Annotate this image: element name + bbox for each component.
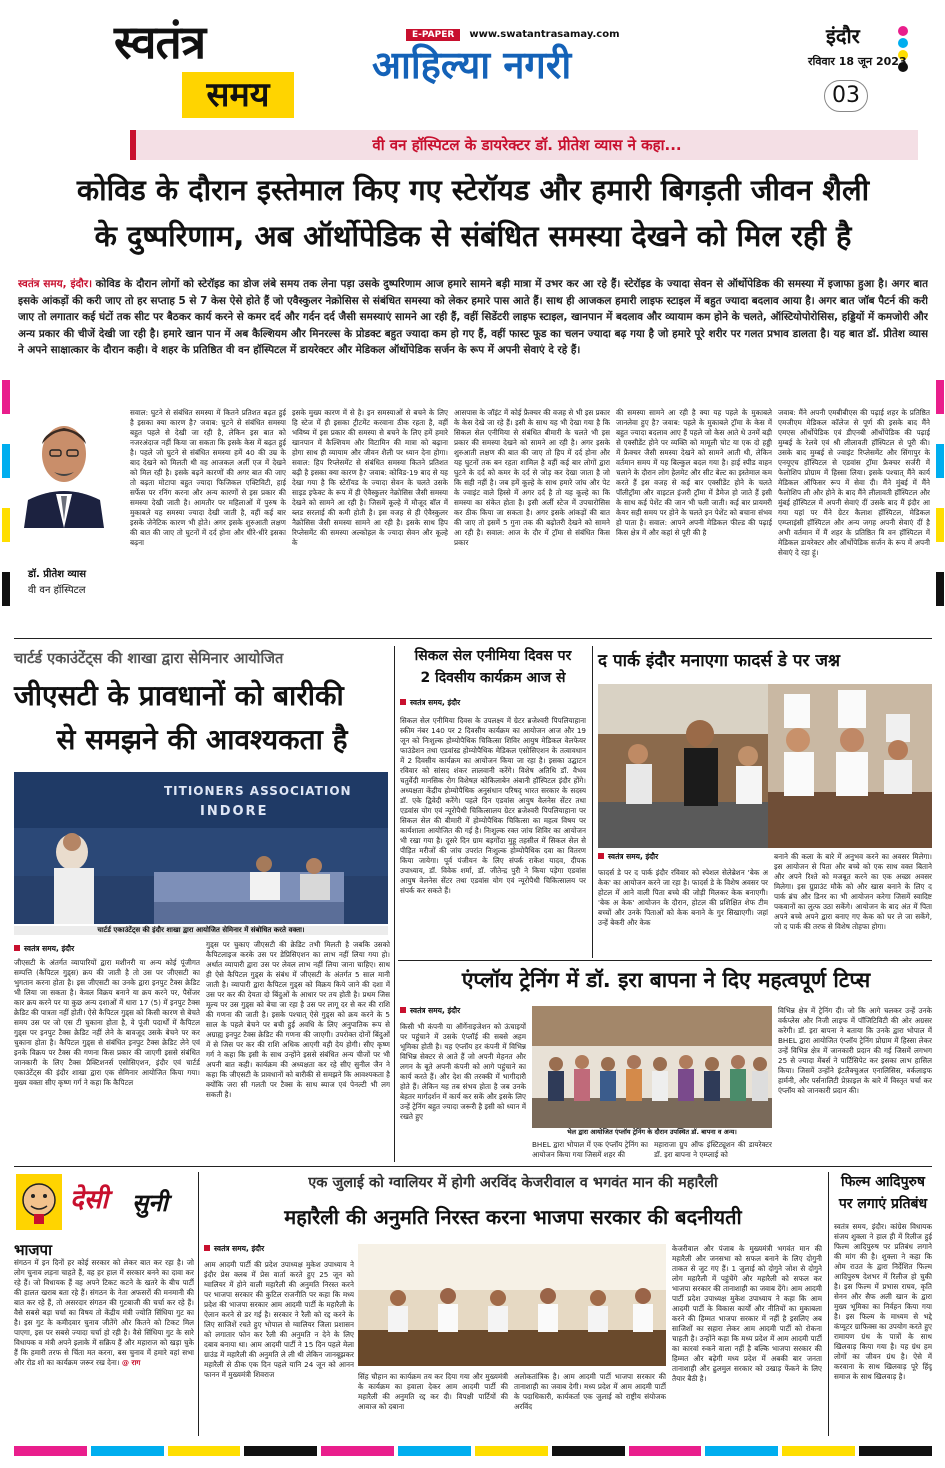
divider-middle-bottom [14, 1166, 932, 1167]
reg-dot-magenta [898, 26, 908, 36]
lead-dateline: स्वतंत्र समय, इंदौर। [18, 278, 93, 290]
desi-suni-box [14, 1172, 194, 1234]
gst-banner-text-1: TITIONERS ASSOCIATION [164, 784, 352, 798]
doctor-caption-1: डॉ. प्रीतेश व्यास [28, 569, 87, 580]
aap-column-2: सिंह चौहान का कार्यक्रम तय कर दिया गया और मुख्यमंत्री के कार्यक्रम का हवाला देकर आम आदमी पार्टी की महारैली की अनुमति रद्द कर दी। विपक्षी पार्टियों की आवाज को दबाना [358, 1372, 508, 1411]
aap-column-3: अलोकतांत्रिक है। आम आदमी पार्टी भाजपा सरकार की तानाशाही का जवाब देगी। मध्य प्रदेश में आम आदमी पार्टी के पदाधिकारी, कार्यकर्ता एक जुलाई को राष्ट्रीय संयोजक अरविंद [514, 1372, 666, 1411]
edition-title: आहिल्या नगरी [372, 43, 572, 87]
divider-fathers-bottom [398, 960, 932, 961]
gst-kicker: चार्टर्ड एकाउंटेंट्स की शाखा द्वारा सेमिनार आयोजित [14, 651, 284, 667]
fathers-body-left: फादर्स डे पर द पार्क इंदौर रविवार को स्पेशल सेलेब्रेशन 'बेक अ केक' का आयोजन करने जा रहा है। फादर्स डे के विशेष अवसर पर होटल में आने वाली पिता बच्चे की जोड़ी मिलकर केक बनाएगी। 'बेक अ केक' आयोजन के दौरान, होटल की प्रशिक्षित शेफ टीम बच्चों और उनके पिताओं को केक बनाने के गुर सिखाएगी। जहां उन्हें बेकरी और केक [598, 868, 768, 927]
lead-headline-1: कोविड के दौरान इस्तेमाल किए गए स्टेरॉयड और हमारी बिगड़ती जीवन शैली [76, 173, 870, 207]
bottom-color-strip [14, 1446, 932, 1456]
gst-photo-caption: चार्टर्ड एकाउंटेंट्स की इंदौर शाखा द्वारा आयोजित सेमिनार में संबोधित करते वक्ता। [14, 926, 388, 935]
divider-aap-right [828, 1172, 829, 1436]
gst-column-2: गुड्स पर चुकाए जीएसटी की क्रेडिट तभी मिलती है जबकि उसको कैपिटलाइज करके उस पर डेप्रिसिएशन का लाभ नहीं लिया गया हो। अर्थात व्यापारी द्वारा उस पर लेवल लाभ नहीं लिया जाना चाहिए। साथ ही ऐसे कैपिटल गुड्स के संबंध में जीएसटी के अंतर्गत 5 साल मानी जाती है। व्यापारी द्वारा कैपिटल गुड्स को विक्रय किये जाने की दशा में उस पर कर की देयता दो बिंदुओं के आधार पर तय होती है। प्रथम जिस मूल्य पर उस गुड्स को बेचा जा रहा है उस पर लागू दर से कर की राशि की गणना की जाती है। इसके पश्चात् ऐसे गुड्स को क्रय करने के 5 साल के पहले बेचने पर बची हुई अवधि के लिए अनुपातिक रूप से अग्राह्य इनपुट टैक्स क्रेडिट की गणना की जाएगी। उपरोक्त दोनों बिंदुओं में से जिस पर कर की राशि अधिक आएगी वही देय होगी। सीए कृष्ण गर्ग ने कहा कि इसी के साथ उन्होंने इससे संबंधित अन्य चीजों पर भी अपनी बात कही। कार्यक्रम की अध्यक्षता कर रहे सीए सुनील जैन ने कहा कि जीएसटी के प्रावधानों को बारीकी से समझने कि आवश्यकता है क्योंकि जरा सी गलती पर टैक्स के साथ ब्याज एवं पेनल्टी भी लग सकती है। [206, 940, 390, 1099]
aap-headline: महारैली की अनुमति निरस्त करना भाजपा सरकार की बदनीयती [284, 1205, 742, 1229]
lead-kicker: वी वन हॉस्पिटल के डायरेक्टर डॉ. प्रीतेश व्यास ने कहा... [372, 136, 682, 154]
divider-lead-bottom [14, 638, 932, 639]
logo-bottom-box [182, 72, 294, 118]
fathers-headline: द पार्क इंदौर मनाएगा फादर्स डे पर जश्न [598, 651, 841, 671]
right-color-strip [936, 380, 944, 1280]
employ-body-bottom-2: महाराजा ग्रुप ऑफ इंस्टिट्यूशन की डायरेक्टर डॉ. इरा बापना ने एम्प्लाई को [654, 1140, 772, 1159]
lead-intro-text: कोविड के दौरान लोगों को स्टेरॉइड का डोज लंबे समय तक लेना पड़ा उसके दुष्परिणाम आज हमारे सामने बड़ी मात्रा में उभर कर आ रहे हैं। स्टेरॉइड के ज्यादा सेवन से ऑर्थोपेडिक की समस्या में इजाफा हुआ है। अगर बात इसके आंकड़ों की करी जाए तो हर सप्ताह 5 से 7 केस ऐसे होते हैं जो एवैस्कुलर नेक्रोसिस से संबंधित समस्या को लेकर हमारे पास आते हैं। साथ ही आजकल हमारी लाइफ स्टाइल में बहुत ज्यादा बदलाव आया है। अगर बात जॉब पैटर्न की करी जाए तो लगातार कई घंटों तक सीट पर बैठकर कार्य करने से कमर दर्द और गर्दन दर्द जैसी समस्याएं सामने आ रही हैं, वहीं सिडेंटरी लाइफ स्टाइल, खानपान में बदलाव और व्यायाम कम होने के चलते, ऑस्टियोपोरोसिस, हड्डियों में कमजोरी और अन्य प्रकार की चीजें देखी जा रही है। हमारे खान पान में अब कैल्शियम और मिनरल्स के प्रोडक्ट बहुत ज्यादा कम हो गए हैं, वहीं फास्ट फूड का चलन ज्यादा बढ़ गया है जो हमारे पूरे शरीर पर गलत प्रभाव डालता है। यह बात डॉ. प्रीतेश व्यास ने अपने साक्षात्कार के दौरान कही। वे शहर के प्रतिष्ठित वी वन हॉस्पिटल में डायरेक्टर और मेडिकल ऑर्थोपेडिक सर्जन के रूप में अपनी सेवाएं दे रहे हैं। [18, 278, 928, 356]
adipurush-body: स्वतंत्र समय, इंदौर। कांग्रेस विधायक संजय शुक्ला ने हाल ही में रिलीज हुई फिल्म आदिपुरुष पर प्रतिबंध लगाने की मांग की है। शुक्ला ने कहा कि ओम राउत के द्वारा निर्देशित फिल्म आदिपुरुष देशभर में रिलीज हो चुकी है। इस फिल्म में प्रभास राघव, कृति सेनन और सैफ अली खान के द्वारा मुख्य भूमिका का निर्वहन किया गया है। इस फिल्म के माध्यम से भद्दे कंप्यूटर ग्राफिक्स का उपयोग करते हुए रामायण ग्रंथ के पात्रों के साथ खिलवाड़ किया गया है। यह ग्रंथ हम लोगों का जीवन ग्रंथ है। ऐसे में करवाना के साथ खिलवाड़ पूरे हिंदू समाज के साथ खिलवाड़ है। [834, 1222, 932, 1381]
sickle-headline-2: 2 दिवसीय कार्यक्रम आज से [420, 670, 566, 686]
employ-body-left: किसी भी कंपनी या ऑर्गेनाइजेशन को ऊंचाइयों पर पहुंचाने में उसके एंप्लॉई की सबसे अहम भूमिका होती है। यह एंप्लॉय हर कंपनी में विभिन्न विभिन्न सेक्टर से आते हैं जो अपनी मेहनत और लगन के बूते अपनी कंपनी को आगे पहुंचाने का कार्य करते हैं। और देश की तरक्की में भागीदारी होते हैं। लेकिन यह तब संभव होता है जब उनके बेहतर मार्गदर्शन में कार्य कर सकें और इसके लिए उन्हें ट्रेनिंग बहुत ज्यादा जरूरी है इसी को ध्यान में रखते हुए [400, 1022, 526, 1121]
lead-kicker-bar [130, 130, 918, 160]
divider-sickle-right [592, 646, 593, 958]
desi-title-1: देसी [70, 1185, 109, 1215]
epaper-label: E-PAPER [406, 29, 460, 41]
adipurush-headline-2: पर लगाएं प्रतिबंध [838, 1196, 928, 1212]
desi-title-2: सुनी [132, 1189, 168, 1217]
desi-body: संगठन में इन दिनों हर कोई सरकार को लेकर बात कर रहा है। जो लोग चुनाव लड़ना चाहते हैं, वह हर हाल में सरकार बनने का दावा कर रहे हैं। जो विधायक हैं वह अपने टिकट कटने के खतरे के बीच पार्टी की हालत खराब बता रहे हैं। संगठन के नेता अफसरों की मनमानी की बात कर रहे हैं, तो असरदार संगठन की गुटबाजी की चर्चा कर रहे हैं। वैसे सबसे बड़ा चर्चा का विषय तो केंद्रीय मंत्री ज्योति सिंधिया गुट का है। इस गुट के कमीदवार चुनाव जीतेंगे और कितने को टिकट मिल पाएगा, इस पर सबसे ज्यादा चर्चा हो रही है। वैसे सिंधिया गुट के सारे विधायक व मंत्री अपने इलाके में सक्रिय हैं और महाराज को खड़ा चुके हैं कि हमारी तरफ से चिंता मत करना, बस चुनाव में हमारे वहां सभा और रोड शो का कार्यक्रम जरूर रख देना। @ राग [14, 1258, 194, 1367]
aap-column-4: केजरीवाल और पंजाब के मुख्यमंत्री भगवंत मान की महारैली और जनसभा को सफल बनाने के लिए दोगुनी ताकत से जुट गए हैं। 1 जुलाई को दोगुने जोश से दोगुने लोग महारैली में पहुंचेंगे और महारैली को सफल कर भाजपा सरकार की तानाशाही का जवाब देंगे। आम आदमी पार्टी प्रदेश उपाध्यक्ष मुकेश उपाध्याय ने कहा कि आम आदमी पार्टी के विकास कार्यों और नीतियों का मुकाबला करने की हिम्मत भाजपा सरकार में नहीं है इसलिए अब साजिशों का सहारा लेकर आम आदमी पार्टी को रोकना चाहती है। उन्होंने कहा कि मध्य प्रदेश में आम आदमी पार्टी का कारवां रुकने वाला नहीं है बल्कि भाजपा सरकार की हिम्मत और बढ़ेगी मध्य प्रदेश में अबकी बार जनता तानाशाही और ढुलमुल सरकार को उखाड़ फेंकने के लिए तैयार बैठी है। [672, 1244, 822, 1383]
lead-intro [18, 276, 928, 388]
employ-body-right: विभिन्न क्षेत्र में ट्रेनिंग दी। जो कि आगे चलकर उन्हें उनके वर्कप्लेस और निजी लाइफ में पॉजिटिविटी की ओर अग्रसर करेगी। डॉ. इरा बापना ने बताया कि उनके द्वारा भोपाल में BHEL द्वारा आयोजित एंप्लॉय ट्रेनिंग प्रोग्राम में हिस्सा लेकर उन्हें विभिन्न क्षेत्र में जानकारी प्रदान की गई जिसमें लगभग 25 से ज्यादा मेंबर्स ने पार्टिसिपेट कर इसका लाभ हासिल किया। जिसमें उन्होंने इंटलैक्चुअल एनालिसिस, वर्कलाइफ हार्मनी, और पर्सनालिटी प्रेफ़ाइल के बारे में विस्तृत चर्चा कर एंप्लॉय को जानकारी प्रदान की। [778, 1006, 932, 1095]
gst-byline: स्वतंत्र समय, इंदौर [14, 944, 204, 954]
gst-seminar-photo [14, 772, 388, 924]
masthead [0, 0, 945, 122]
website-label: www.swatantrasamay.com [469, 29, 620, 40]
city-label: इंदौर [826, 24, 860, 48]
logo-bottom-text: समय [206, 75, 270, 115]
reg-dot-cyan [898, 38, 908, 48]
lead-column-5: जवाब: मैंने अपनी एमबीबीएस की पढ़ाई शहर के प्रतिष्ठित एमजीएम मेडिकल कॉलेज से पूर्ण की इसके बाद मैंने एमएस ऑर्थोपेडिक एवं डीएनबी ऑर्थोपेडिक की पढ़ाई मुम्बई के रेलवे एवं श्री लीलावती हॉस्पिटल से पूरी की। उसके बाद मुम्बई से ज्वाइंट रिप्लेसमेंट और सिंगापुर के एनयूएच हॉस्पिटल से एडवांस ट्रॉमा फ्रैक्चर सर्जरी में फेलोशिप प्रोग्राम में हिस्सा लिया। इसके पश्चात् मैंने कार्य मेडिकल ऑफिसर रूप में सेवा दी। मैंने मुंबई में मैंने फैलोशिप ली और होने के बाद मैंने लीलावती हॉस्पिटल और मुंबई हॉस्पिटल में अपनी सेवाएं दीं उसके बाद मैं इंदौर आ गया यहां पर मैंने ग्रेटर कैलाश हॉस्पिटल, मेडिकल एम्प्लाइंसी हॉस्पिटल और अन्य जगह अपनी सेवाएं दीं है अभी वर्तमान में मैं शहर के प्रतिष्ठित वि वन हॉस्पिटल में मेडिकल डायरेक्टर और ऑर्थोपेडिक सर्जन के रूप में अपनी सेवाएं दे रहा हूं। [778, 408, 930, 557]
fathers-photo [598, 684, 768, 848]
employ-headline: एंप्लॉय ट्रेनिंग में डॉ. इरा बापना ने दिए महत्वपूर्ण टिप्स [461, 968, 871, 992]
employ-body-bottom-1: BHEL द्वारा भोपाल में एक एंप्लॉय ट्रेनिंग का आयोजन किया गया जिसमें शहर की [532, 1140, 648, 1159]
doctor-photo [14, 398, 114, 528]
employ-byline: स्वतंत्र समय, इंदौर [400, 1006, 524, 1016]
lead-column-1: सवाल: घुटने से संबंधित समस्या में कितने प्रतिशत बढ़त हुई है इसका क्या कारण है? जवाब: घुटने से संबंधित समस्या बहुत पहले से देखी जा रही है, लेकिन इस बात को नजरअंदाज नहीं किया जा सकता कि इसके केस में बढ़त हुई है। पहले जो घुटने से संबंधित समस्या हमें 40 की उम्र के बाद देखने को मिलती थी वह आजकल अर्ली एज में देखने को मिल रही है। इसके बढ़ने कारणों की अगर बात की जाए तो बढ़ता मोटापा बहुत ज्यादा फिजिकल एक्टिविटी, हाई सर्फेस पर रनिंग करना और अन्य कारणों से इस प्रकार की समस्या देखी जाती है। आमतौर पर महिलाओं में पुरुष के मुकाबले यह समस्या ज्यादा देखी जाती है, वहीं कई बार इसके जेनेटिक कारण भी होते। अगर इसके शुरुआती लक्षण की बात की जाए तो घुटनों में दर्द होना और धीरे-धीरे इसका बढ़ना [130, 408, 286, 547]
sickle-byline: स्वतंत्र समय, इंदौर [400, 698, 586, 708]
gst-headline-1: जीएसटी के प्रावधानों को बारीकी [14, 679, 344, 712]
lead-column-4: की समस्या सामने आ रही है क्या यह पहले के मुकाबले जानलेवा हुए है? जवाब: पहले के मुकाबले ट्रॉमा के केस में बहुत ज्यादा बदलाव आए हैं पहले जो केस आते थे उनमें बड़ी से एक्सीडेंट होने पर व्यक्ति को मामूली चोट या एक दो हड्डी में फ्रैक्चर जैसी समस्या देखने को सामने आती थी, लेकिन वर्तमान समय में यह बिल्कुल बदल गया है। हाई स्पीड वाहन चलाने के दौरान लोग हेलमेट और सीट बेल्ट का इस्तेमाल कम करते हैं इस वजह से कई बार एक्सीडेंट होने के चलते पॉलीट्रॉमा और वाइटल इंजरी ट्रॉमा में डैमेज हो जाते हैं इसी के साथ कई पेशेंट की जान भी चली जाती। कई बार प्रायमरी केयर सही समय पर होने के चलते इन पेशेंट को बचाना संभव हो पाता है। सवाल: आपने अपनी मेडिकल फील्ड की पढ़ाई किस क्षेत्र में और कहां से पूरी की है [616, 408, 772, 537]
cartoon-face-icon [16, 1174, 62, 1230]
divider-gst-right [394, 646, 395, 1162]
employ-group-photo [532, 1006, 772, 1128]
aap-column-1: आम आदमी पार्टी की प्रदेश उपाध्यक्ष मुकेश उपाध्याय ने इंदौर प्रेस क्लब में प्रेस वार्ता करते हुए 25 जून को ग्वालियर में होने वाली महारैली की अनुमति निरस्त करने पर भाजपा सरकार की कुटिल राजनीति पर कहा कि मध्य प्रदेश की भाजपा सरकार आम आदमी पार्टी के महारैली के ऐलान करने से डर गई है। सरकार ने रैली को रद्द करने के लिए साजिशें रचते हुए भोपाल से ग्वालियर जिला प्रशासन को लगातार फोन कर रैली की अनुमति न देने के लिए दबाव बनाया था। आम आदमी पार्टी ने 15 दिन पहले मेला ग्राउंड में महारैली की अनुमति ले ली थी लेकिन जानबूझकर महारैली से ठीक एक दिन पहले यानि 24 जून को आनन फानन में मुख्यमंत्री शिवराज [204, 1260, 354, 1379]
date-label: रविवार 18 जून 2023 [808, 55, 907, 68]
logo-top-text: स्वतंत्र [114, 15, 206, 69]
doctor-caption-2: वी वन हॉस्पिटल [28, 585, 86, 596]
adipurush-headline-1: फिल्म आदिपुरुष [840, 1174, 926, 1190]
epaper-strip [406, 22, 620, 40]
fathers-chef-photo [768, 684, 932, 848]
gst-banner-text-2: INDORE [200, 804, 269, 819]
aap-press-photo [358, 1244, 666, 1366]
sickle-headline-1: सिकल सेल एनीमिया दिवस पर [414, 648, 572, 664]
desi-subhead: भाजपा [14, 1241, 52, 1259]
gst-column-1: जीएसटी के अंतर्गत व्यापारियों द्वारा मशीनरी या अन्य कोई पूंजीगत सम्पत्ति (कैपिटल गुड्स) क्रय की जाती है तो उस पर जीएसटी का भुगतान करना होता है। इस जीएसटी का उनके द्वारा इनपुट टैक्स क्रेडिट भी लिया जा सकता है। केवल विक्रय बनाने या क्रय करने पर, पैसेंजर कार क्रय करने पर या कुछ अन्य दशाओं में धारा 17 (5) में इनपुट टैक्स क्रेडिट की पात्रता नहीं होती। ऐसे कैपिटल गुड्स को किसी कारण से बेचते समय उस पर जो एस टी चुकाना होता है, वे पूंजी पदार्थों में कैपिटल गुड्स पर इनपुट टैक्स क्रेडिट नहीं लेने के बावजूद उसके बेचने पर कर चुकाना होता है। कैपिटल गुड्स से संबंधित इनपुट टैक्स क्रेडिट लेने एवं इनके विक्रय पर टैक्स की गणना किस प्रकार की जाएगी इससे संबंधित जानकारी के लिए टैक्स प्रैक्टिशनर्स एसोसिएशन, इंदौर एवं चार्टर्ड एकाउंटेंट्स की इंदौर शाखा द्वारा एक सेमिनार आयोजित किया गया। मुख्य वक्ता सीए कृष्ण गर्ग ने कहा कि कैपिटल [14, 958, 200, 1087]
left-color-strip [2, 380, 10, 1280]
lead-column-2: इसके मुख्य कारण में से है। इन समस्याओं से बचने के लिए हि स्टेज में ही इसका ट्रीटमेंट करवाना ठीक रहता है, वहीं भविष्य में इस प्रकार की समस्या से बचने के लिए हमें हमारे खानपान में कैल्शियम और विटामिन की मात्रा को बढ़ाना होगा साथ ही व्यायाम और जीवन शैली पर ध्यान देना होगा। सवाल: हिप रिप्लेसमेंट से संबंधित समस्या कितने प्रतिशत बढ़ी है इसका क्या कारण है? जवाब: कोविड-19 बाद से यह देखा गया है कि स्टेरॉयड के ज्यादा सेवन के चलते उसके साइड इफेक्ट के रूप में ही ऐवैस्कुलर नेक्रोसिस जैसी समस्या देखने को सामने आ रही है। जिसमें कूल्हे में मौजूद बॉल में ब्लड सरलाई की कमी होती है। इस वजह से ही ऐवैस्कुलर नैक्रोसिस जैसी समस्या सामने आ रही है। इसके साथ हिप रिप्लेसमेंट की समस्या अल्कोहल के ज्यादा सेवन और कूल्हे के [292, 408, 448, 547]
fathers-body-right: बनाने की कला के बारे में अनुभव करने का अवसर मिलेगा। इस आयोजन से पिता और बच्चे को एक साथ वक्त बिताने और अपने रिश्ते को मजबूत करने का एक अच्छा अवसर मिलेगा। इस ग्रुप्राउंट मौके को और खास बनाने के लिए द पार्क ब्रंच और डिनर का भी आयोजन करेगा जिसमें स्वादिष्ट पकवानों का लुत्फ उठा सकेंगे। आयोजन के बाद अंत में पिता अपने बच्चे अपने द्वारा बनाए गए केक को घर ले जा सकेंगे, जो द पार्क की तरफ से विशेष तोहफा होगा। [774, 852, 932, 931]
divider-desi-right [198, 1172, 199, 1436]
page-number: 03 [824, 80, 868, 112]
aap-byline: स्वतंत्र समय, इंदौर [204, 1244, 352, 1254]
sickle-body: सिकल सेल एनीमिया दिवस के उपलक्ष्य में ग्रेटर ब्रजेश्वरी पिपलियाहाना स्कीम नंबर 140 पर 2 दिवसीय कार्यक्रम का आयोजन आज और 19 जून को निःशुल्क होम्योपैथिक चिकित्सा शिविर आयुष मेडिकल वेलफेयर फाउंडेशन तथा एडवांस्ड होम्योपैथिक मेडिकल एसोसिएशन के तत्वावधान में 2 दिवसीय कार्यक्रम का आयोजन किया जा रहा है। इसका उद्घाटन रविवार को सांसद शंकर लालवानी करेंगे। विशेष अतिथि डॉ. वैभव चतुर्वेदी मानसिक रोग विशेषज्ञ कोकिलाबेन अंबानी हॉस्पिटल इंदौर होंगे। अध्यक्षता केंद्रीय होम्योपैथिक अनुसंधान परिषद् भारत सरकार के सदस्य डॉ. एके द्विवेदी करेंगे। पहले दिन एडवांस आयुष वेलनेस सेंटर तथा एडवांस योग एवं न्यूरोपैथी चिकित्सालय ग्रेटर ब्रजेश्वरी पिपलियाहाना पर सिकल सेल की बीमारी में होम्योपैथिक चिकित्सा का महत्व विषय पर कार्यशाला आयोजित की गई है। निःशुल्क रक्त जांच शिविर का आयोजन भी रखा गया है। दूसरे दिन ग्राम बड़गोंदा मुहू तहसील में सिकल सेल से पीड़ित मरीजों की जांच उपरांत निःशुल्क होम्योपैथिक दवा का वितरण किया जायेगा। पूर्व पंजीयन के लिए संपर्क राकेश यादव, दीपक उपाध्याय, डॉ. विवेक शर्मा, डॉ. जीतेन्द्र पुरी ने किया पड़ेगा एडवांस आयुष वेलनेस सेंटर तथा एडवांस योग एवं न्यूरोपैथी चिकित्सालय पर संपर्क कर सकते हैं। [400, 716, 586, 895]
fathers-byline: स्वतंत्र समय, इंदौर [598, 852, 768, 862]
lead-headline-2: के दुष्परिणाम, अब ऑर्थोपेडिक से संबंधित समस्या देखने को मिल रही है [94, 219, 852, 253]
lead-column-3: आसपास के जॉइंट में कोई फ्रैक्चर की वजह से भी इस प्रकार के केस देखे जा रहे हैं। इसी के साथ यह भी देखा गया है कि सिकल सेल एनीमिया से संबंधित बीमारी के चलते भी इस प्रकार की समस्या देखने को सामने आ रही है। अगर इसके शुरुआती लक्षण की बात की जाए तो हिप में दर्द होना और यह घुटनों तक बन रहता शामिल है वहीं कई बार लोगों द्वारा घुटने के दर्द को कमर के दर्द से जोड़ कर देखा जाता है जो कि सही नहीं है। जब हमें कूल्हे के साथ हमारे जांघ और पेट के ज्वाइंट वाले हिस्से में अगर दर्द है तो यह कूल्हे का कि समस्या का संकेत होता है। इसी अर्ली स्टेज में उपचारोसिस कर ठीक किया जा सकता है। अगर इसके आंकड़ों की बात की जाए तो इसमें 5 गुना तक की बढ़ोतरी देखने को सामने आ रही है। सवाल: आज के दौर में ट्रॉमा से संबंधित किस प्रकार [454, 408, 610, 547]
gst-headline-2: से समझने की आवश्यकता है [56, 723, 348, 756]
employ-photo-caption: भेल द्वारा आयोजित एंप्लॉय ट्रेनिंग के दौरान उपस्थित डॉ. बापना व अन्य। [567, 1128, 737, 1136]
aap-kicker: एक जुलाई को ग्वालियर में होगी अरविंद केजरीवाल व भगवंत मान की महारैली [308, 1175, 718, 1191]
desi-sign: @ राग [121, 1358, 141, 1367]
logo [110, 12, 310, 122]
